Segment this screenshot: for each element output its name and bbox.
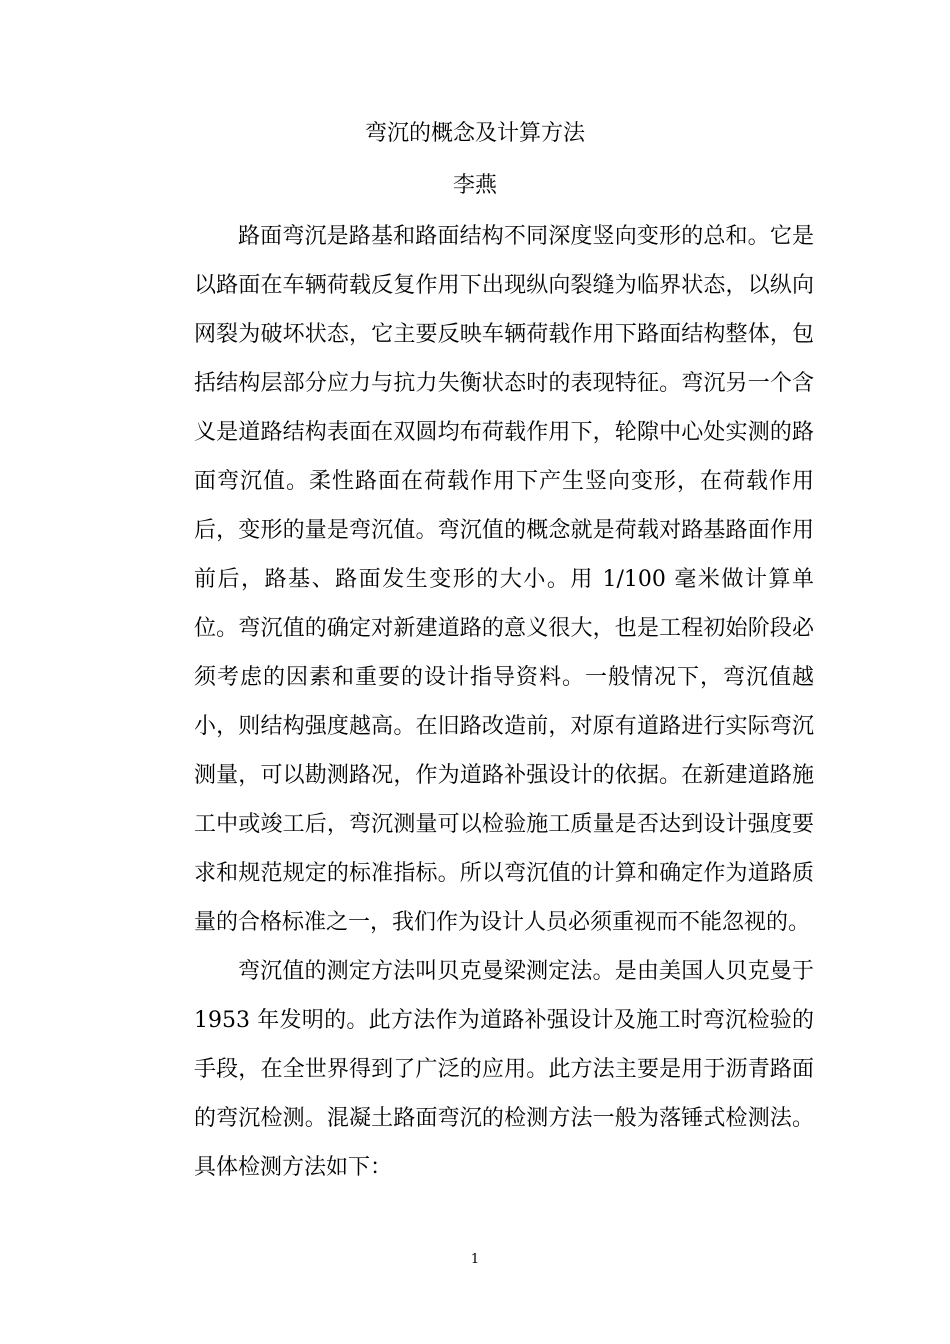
paragraph-definition: 路面弯沉是路基和路面结构不同深度竖向变形的总和。它是以路面在车辆荷载反复作用下出现纵向裂缝为临界状态，以纵向网裂为破坏状态，它主要反映车辆荷载作用下路面结构整体，包括结构层部分应力与抗力失衡状态时的表现特征。弯沉另一个含义是道路结构表面在双圆均布荷载作用下，轮隙中心处实测的路面弯沉值。柔性路面在荷载作用下产生竖向变形，在荷载作用后，变形的量是弯沉值。弯沉值的概念就是荷载对路基路面作用前后，路基、路面发生变形的大小。用 1/100 毫米做计算单位。弯沉值的确定对新建道路的意义很大，也是工程初始阶段必须考虑的因素和重要的设计指导资料。一般情况下，弯沉值越小，则结构强度越高。在旧路改造前，对原有道路进行实际弯沉测量，可以勘测路况，作为道路补强设计的依据。在新建道路施工中或竣工后，弯沉测量可以检验施工质量是否达到设计强度要求和规范规定的标准指标。所以弯沉值的计算和确定作为道路质量的合格标准之一，我们作为设计人员必须重视而不能忽视的。 [194, 224, 814, 935]
document-body [194, 212, 814, 1192]
document-title: 弯沉的概念及计算方法 [364, 121, 585, 146]
paragraph-measurement-method: 弯沉值的测定方法叫贝克曼梁测定法。是由美国人贝克曼于 1953 年发明的。此方法作为道路补强设计及施工时弯沉检验的手段，在全世界得到了广泛的应用。此方法主要是用于沥青路面的弯沉检测。混凝土路面弯沉的检测方法一般为落锤式检测法。具体检测方法如下： [194, 959, 814, 1180]
document-author: 李燕 [452, 173, 497, 198]
page-number: 1 [470, 1252, 480, 1267]
